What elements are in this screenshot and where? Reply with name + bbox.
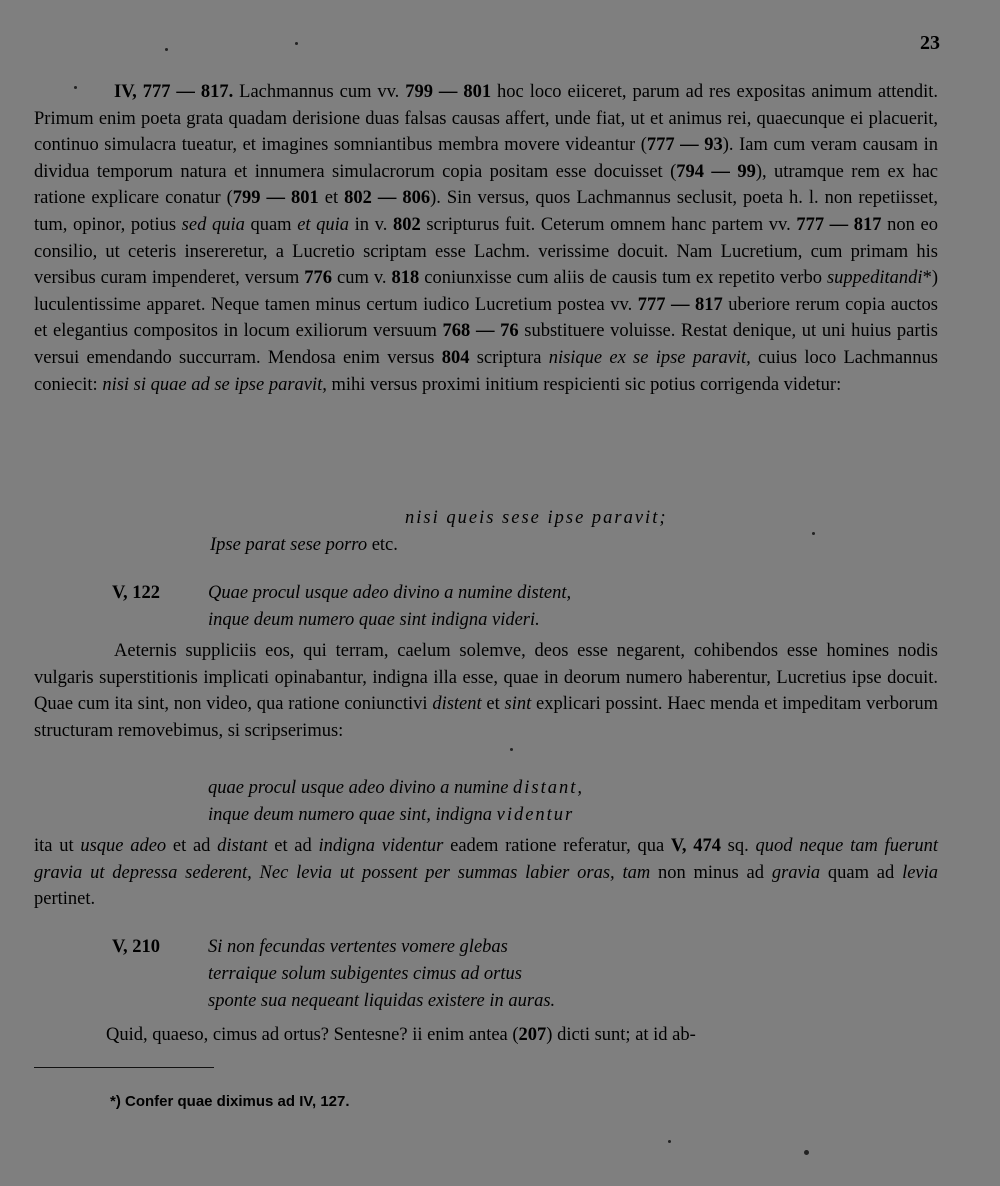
verse-etc: etc.	[367, 535, 398, 555]
paragraph-iv-777	[34, 79, 938, 398]
section-ref: IV, 777 — 817.	[114, 82, 234, 102]
verse-line: Si non fecundas vertentes vomere glebas	[208, 937, 508, 957]
verse-ref: 207	[518, 1025, 547, 1045]
verse-ref: 799 — 801	[405, 82, 492, 102]
text-run: uberiore rerum copia auctos et elegantius compositos in locum exiliorum versuum	[34, 294, 938, 342]
verse-text: inque deum numero quae sint, indigna	[208, 805, 497, 825]
text-run: *) luculentissime apparet. Neque tamen minus certum iudico Lucretium postea vv.	[34, 268, 938, 315]
text-run: quam ad	[820, 862, 903, 883]
footnote: *) Confer quae diximus ad IV, 127.	[110, 1093, 350, 1110]
corrected-verse-line-1	[208, 775, 584, 802]
verse-text: quae procul usque adeo divino a numine	[208, 778, 514, 798]
text-run: et ad	[267, 836, 319, 856]
paragraph-v-122-cont	[34, 833, 938, 913]
italic-quote: quod neque tam fuerunt gravia ut depressa sederent, Nec levia ut possent per summas labier oras, tam	[34, 836, 939, 883]
text-run: ) dicti sunt; at id ab-	[546, 1025, 696, 1045]
paragraph-v-210	[34, 1022, 938, 1049]
italic-quote: et quia	[297, 214, 350, 235]
section-v-210-verses	[112, 934, 938, 1015]
scan-speck	[812, 532, 815, 535]
verse-text: Ipse parat sese porro	[210, 535, 368, 555]
scan-speck	[668, 1140, 671, 1143]
text-run: explicari possint. Haec menda et impeditam verborum structuram removebimus, si scripserimus:	[34, 694, 939, 741]
italic-quote: sed quia	[181, 214, 245, 235]
emended-verse-line-2	[210, 532, 398, 559]
verse-ref: 799 — 801	[232, 188, 319, 209]
text-run: pertinet.	[34, 889, 96, 910]
text-run: ). Iam cum veram causam in dividua temporum natura et innumera simulacrorum copia positam esse docuisset (	[34, 135, 939, 182]
text-run: cuius loco Lachmannus coniecit:	[34, 347, 938, 395]
scan-speck	[165, 48, 168, 51]
scan-speck	[74, 86, 77, 89]
text-run: Lachmannus cum vv.	[233, 82, 406, 102]
verse-line: terraique solum subigentes cimus ad ortus	[208, 964, 522, 984]
footnote-rule	[34, 1067, 214, 1068]
text-run: et	[318, 188, 345, 209]
verse-ref: 777 — 817	[796, 214, 882, 235]
verse-ref: 794 — 99	[676, 161, 756, 182]
verse-line: sponte sua nequeant liquidas existere in auras.	[208, 991, 556, 1011]
paragraph-v-122-text	[34, 638, 938, 744]
italic-quote: levia	[902, 862, 939, 883]
text-run: Quid, quaeso, cimus ad ortus? Sentesne? ii enim antea (	[106, 1025, 519, 1045]
verse-ref: 804	[441, 347, 470, 368]
text-run: Aeternis suppliciis eos, qui terram, caelum solemve, deos esse negarent, cohibendos esse homines nodis vulgaris superstitionis implicati opinabantur, indigna illa esse, quae in deorum numero haberentur, Lucretius ipse docuit. Quae cum ita sint, non video, qua ratione coniunctivi	[34, 641, 938, 715]
text-run: non minus ad	[650, 862, 772, 883]
italic-quote: distent	[432, 694, 482, 715]
text-run: et ad	[166, 836, 218, 856]
italic-quote: nisique ex se ipse paravit,	[548, 347, 751, 368]
verse-spaced-word: videntur	[496, 805, 575, 825]
corrected-verses	[208, 775, 584, 829]
corrected-verse-line-2	[208, 802, 584, 829]
paragraph-v-122-cont-text	[34, 833, 938, 913]
verse-ref: 777 — 93	[646, 135, 723, 156]
paragraph-v-122	[34, 638, 938, 744]
paragraph-v-210-text	[34, 1022, 938, 1049]
section-v-122-verses	[112, 580, 938, 634]
verse-line: Quae procul usque adeo divino a numine distent,	[208, 583, 572, 603]
scan-speck	[804, 1150, 809, 1155]
text-run: cum v.	[331, 268, 392, 289]
verse-ref: 802	[392, 214, 421, 235]
emended-verse-line-1: nisi queis sese ipse paravit;	[405, 508, 668, 528]
verse-ref: 818	[391, 268, 420, 289]
text-run: substituere voluisse. Restat denique, ut uni huius partis versui emendando succurram. Mendosa enim versus	[34, 321, 938, 368]
verse-ref: 777 — 817	[637, 294, 723, 315]
verse-spaced-word: distant,	[513, 778, 585, 798]
text-run: coniunxisse cum aliis de causis tum ex repetito verbo	[419, 268, 827, 289]
scan-speck	[510, 748, 513, 751]
paragraph-iv-777-text	[34, 79, 938, 398]
text-run: mihi versus proximi initium respicienti sic potius corrigenda videtur:	[326, 374, 842, 395]
section-ref: V, 122	[112, 583, 160, 603]
text-run: ). Sin versus, quos Lachmannus seclusit, poeta h. l. non repetiisset, tum, opinor, potius	[34, 188, 939, 235]
text-run: quam	[244, 214, 298, 235]
section-ref: V, 210	[112, 937, 160, 957]
verse-ref: 802 — 806	[344, 188, 431, 209]
scan-speck	[295, 42, 298, 45]
text-run: ), utramque rem ex hac ratione explicare conatur (	[34, 161, 938, 209]
verse-line: inque deum numero quae sint indigna videri.	[208, 610, 540, 630]
page-number: 23	[920, 32, 940, 54]
italic-quote: usque adeo	[80, 836, 167, 856]
text-run: et	[481, 694, 505, 715]
text-run: scripturus fuit. Ceterum omnem hanc partem vv.	[420, 214, 797, 235]
text-run: non eo consilio, ut ceteris insereretur, a Lucretio scriptam esse Lachm. verissime docuit. Nam Lucretium, cum primam his versibus curam impenderet, versum	[34, 214, 938, 289]
text-run: in v.	[349, 214, 393, 235]
verse-ref: 768 — 76	[442, 321, 519, 342]
text-run: hoc loco eiiceret, parum ad res expositas animum attendit. Primum enim poeta grata quadam derisione duas falsas causas affert, unde fiat, ut et animus rei, quaecunque ei placuerit, continuo simulacra tueatur, et imagines somniantibus membra movere videantur (	[34, 82, 938, 156]
italic-quote: suppeditandi	[826, 268, 923, 289]
text-run: ita ut	[34, 836, 81, 856]
text-run: scriptura	[469, 347, 549, 368]
italic-quote: distant	[217, 836, 268, 856]
verse-ref: 776	[304, 268, 332, 289]
text-run: eadem ratione referatur, qua	[443, 836, 671, 856]
verse-ref: V, 474	[670, 836, 721, 856]
text-run: sq.	[720, 836, 756, 856]
italic-quote: sint	[504, 694, 532, 715]
italic-quote: nisi si quae ad se ipse paravit,	[102, 374, 327, 395]
italic-quote: gravia	[771, 862, 821, 883]
italic-quote: indigna videntur	[318, 836, 444, 856]
